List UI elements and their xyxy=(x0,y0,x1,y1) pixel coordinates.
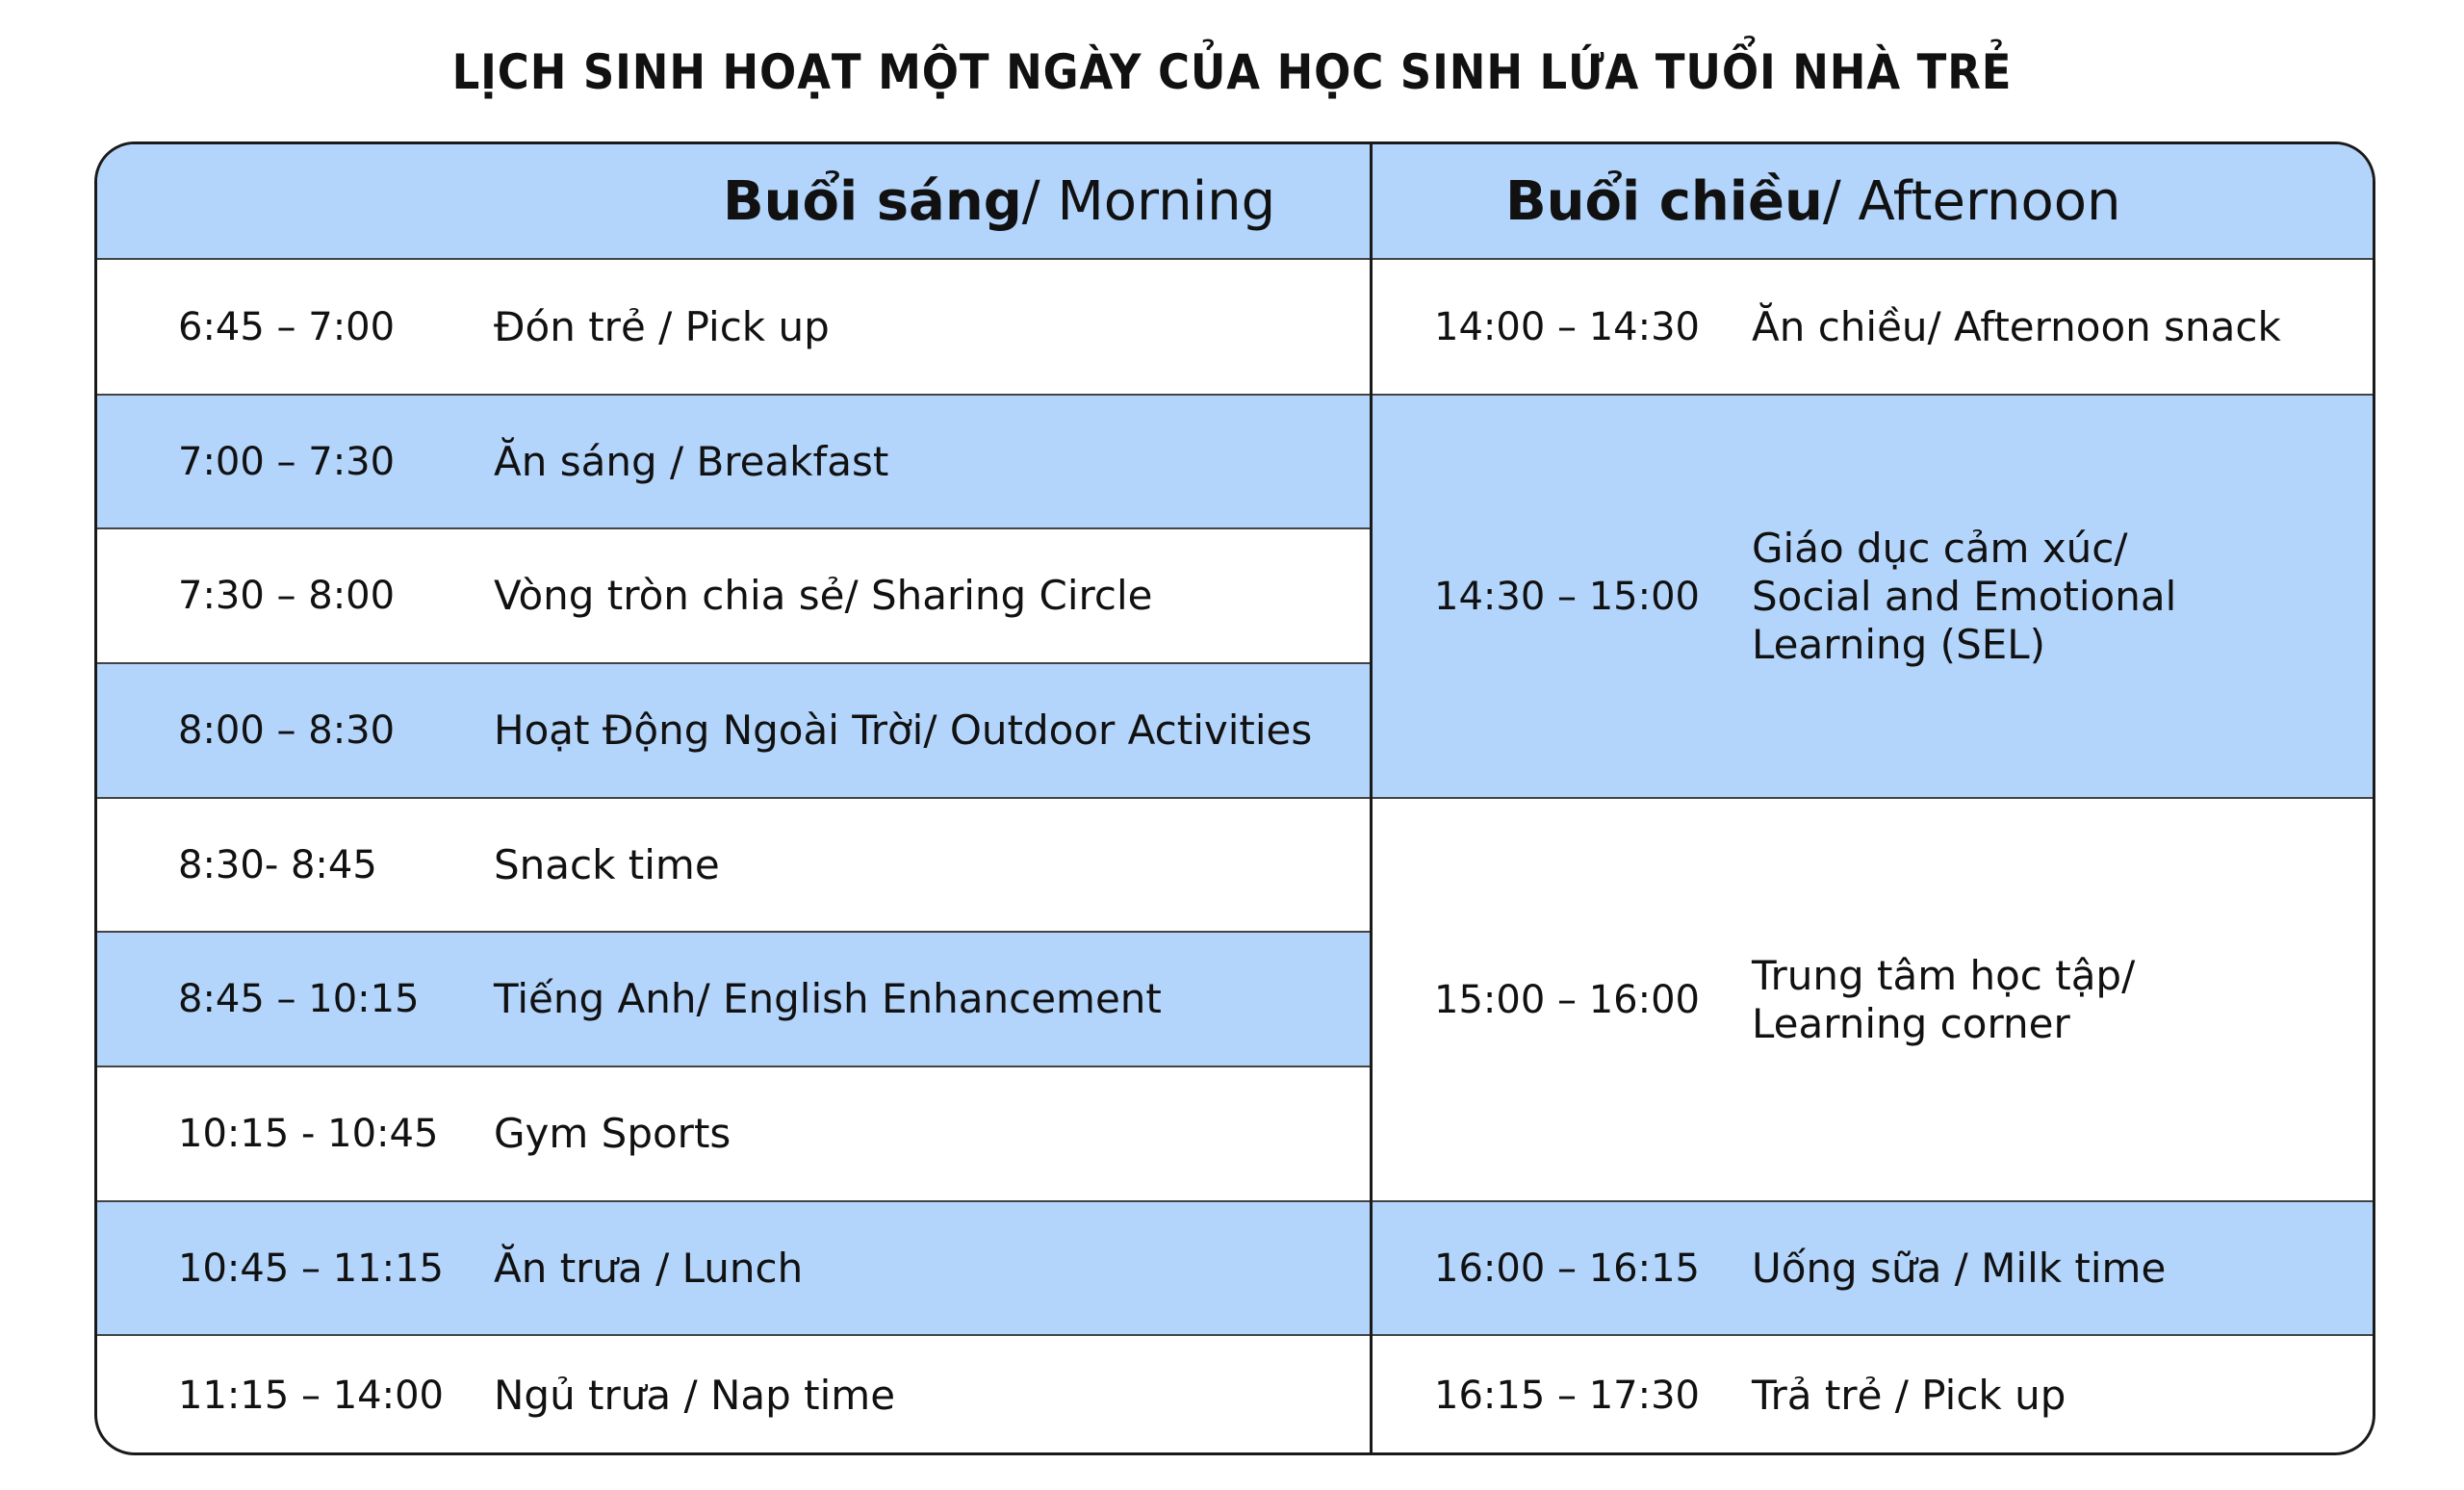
morning-row-8 xyxy=(97,1202,1370,1336)
morning-header-bold: Buổi sáng xyxy=(723,169,1022,233)
activity-cell: Trung tâm học tập/ Learning corner xyxy=(1752,951,2136,1047)
activity-cell: Uống sữa / Milk time xyxy=(1752,1244,2167,1292)
afternoon-row-2 xyxy=(1373,396,2375,799)
column-divider xyxy=(1370,144,1373,1452)
morning-row-6 xyxy=(97,933,1370,1067)
activity-cell: Tiếng Anh/ English Enhancement xyxy=(494,975,1162,1022)
activity-cell: Giáo dục cảm xúc/ Social and Emotional Learning (SEL) xyxy=(1752,524,2177,668)
morning-row-5 xyxy=(97,799,1370,933)
time-cell: 7:00 – 7:30 xyxy=(178,439,396,484)
time-cell: 16:00 – 16:15 xyxy=(1434,1246,1700,1291)
time-cell: 6:45 – 7:00 xyxy=(178,304,396,349)
afternoon-row-5 xyxy=(1373,1336,2375,1455)
time-cell: 10:15 - 10:45 xyxy=(178,1112,439,1156)
morning-row-3 xyxy=(97,529,1370,664)
afternoon-row-4 xyxy=(1373,1202,2375,1336)
time-cell: 8:30- 8:45 xyxy=(178,842,377,887)
activity-cell: Đón trẻ / Pick up xyxy=(494,302,830,350)
activity-cell: Snack time xyxy=(494,840,720,888)
morning-row-9 xyxy=(97,1336,1370,1455)
afternoon-row-1 xyxy=(1373,260,2375,396)
time-cell: 8:00 – 8:30 xyxy=(178,708,396,753)
morning-row-4 xyxy=(97,664,1370,799)
activity-cell: Trả trẻ / Pick up xyxy=(1752,1372,2066,1419)
afternoon-header-bold: Buổi chiều xyxy=(1505,169,1823,233)
time-cell: 8:45 – 10:15 xyxy=(178,977,420,1021)
morning-row-1 xyxy=(97,260,1370,396)
time-cell: 14:00 – 14:30 xyxy=(1434,304,1700,349)
morning-header-rest: / Morning xyxy=(1021,169,1276,233)
time-cell: 11:15 – 14:00 xyxy=(178,1374,444,1418)
morning-row-2 xyxy=(97,396,1370,529)
schedule-table xyxy=(94,141,2375,1455)
activity-cell: Ăn chiều/ Afternoon snack xyxy=(1752,302,2281,350)
afternoon-header-rest: / Afternoon xyxy=(1822,169,2121,233)
activity-cell: Gym Sports xyxy=(494,1110,732,1157)
morning-row-7 xyxy=(97,1067,1370,1202)
time-cell: 10:45 – 11:15 xyxy=(178,1246,444,1291)
activity-cell: Ngủ trưa / Nap time xyxy=(494,1372,896,1419)
activity-cell: Ăn sáng / Breakfast xyxy=(494,437,889,485)
afternoon-header xyxy=(1371,144,2375,260)
time-cell: 15:00 – 16:00 xyxy=(1434,977,1700,1022)
activity-cell: Ăn trưa / Lunch xyxy=(494,1244,804,1292)
activity-cell: Hoạt Động Ngoài Trời/ Outdoor Activities xyxy=(494,706,1313,754)
time-cell: 14:30 – 15:00 xyxy=(1434,574,1700,619)
activity-cell: Vòng tròn chia sẻ/ Sharing Circle xyxy=(494,572,1153,619)
time-cell: 7:30 – 8:00 xyxy=(178,574,396,618)
page-title: LỊCH SINH HOẠT MỘT NGÀY CỦA HỌC SINH LỨA TUỔI NHÀ TRẺ xyxy=(451,44,2013,100)
afternoon-row-3 xyxy=(1373,799,2375,1202)
time-cell: 16:15 – 17:30 xyxy=(1434,1374,1700,1418)
morning-header xyxy=(97,144,1371,260)
